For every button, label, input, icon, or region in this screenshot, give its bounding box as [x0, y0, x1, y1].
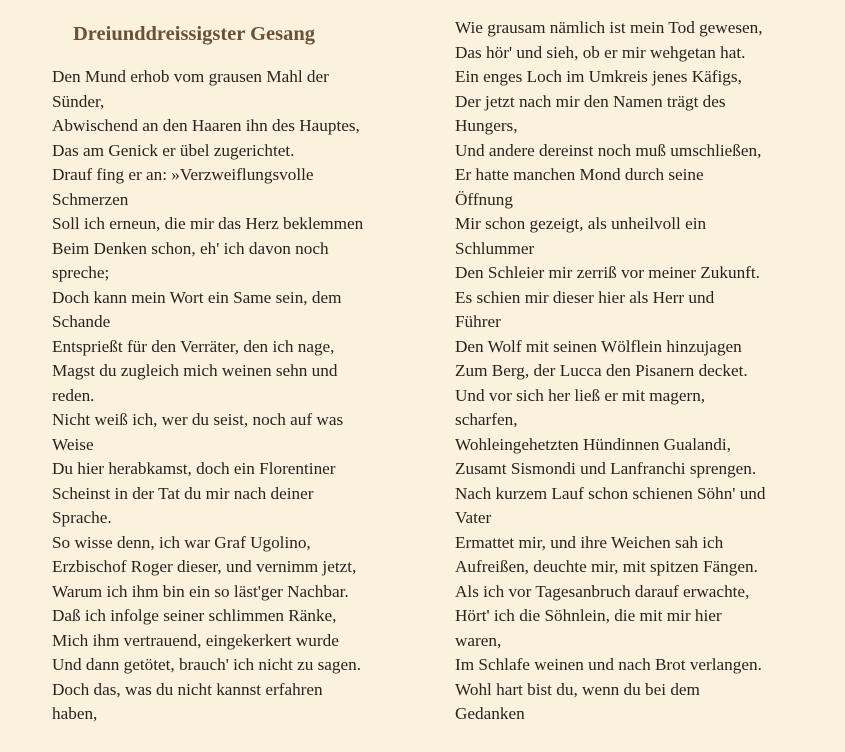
verse-line: Nach kurzem Lauf schon schienen Söhn' und: [455, 483, 766, 503]
verse-line: haben,: [52, 704, 98, 723]
verse-line: Den Schleier mir zerriß vor meiner Zukunft.: [455, 263, 760, 282]
verse-line: Warum ich ihm bin ein so läst'ger Nachbar.: [52, 581, 349, 601]
verse-line: Zum Berg, der Lucca den Pisanern decket.: [455, 361, 748, 380]
verse-line: Und andere dereinst noch muß umschließen,: [455, 140, 762, 160]
verse-line: Ermattet mir, und ihre Weichen sah ich: [455, 532, 724, 552]
verse-line: Und vor sich her ließ er mit magern,: [455, 385, 706, 405]
verse-line: spreche;: [52, 263, 110, 282]
verse-line: Schmerzen: [52, 189, 129, 209]
verse-line: Hört' ich die Söhnlein, die mit mir hier: [455, 606, 722, 625]
verse-line: Daß ich infolge seiner schlimmen Ränke,: [52, 606, 337, 625]
verse-line: Er hatte manchen Mond durch seine: [455, 165, 704, 184]
verse-line: Wie grausam nämlich ist mein Tod gewesen,: [455, 18, 763, 37]
verse-line: Den Wolf mit seinen Wölflein hinzujagen: [455, 336, 742, 356]
verse-line: Hungers,: [455, 116, 518, 135]
verse-line: Führer: [455, 312, 501, 331]
verse-line: Beim Denken schon, eh' ich davon noch: [52, 238, 329, 258]
verse-line: Erzbischof Roger dieser, und vernimm jetzt,: [52, 557, 357, 576]
verse-line: Mich ihm vertrauend, eingekerkert wurde: [52, 630, 339, 650]
verse-line: Soll ich erneun, die mir das Herz beklemmen: [52, 214, 364, 233]
verse-line: Vater: [455, 508, 492, 527]
verse-line: Es schien mir dieser hier als Herr und: [455, 287, 715, 307]
verse-line: So wisse denn, ich war Graf Ugolino,: [52, 532, 311, 552]
verse-line: scharfen,: [455, 410, 518, 429]
verse-line: Öffnung: [455, 189, 513, 209]
verse-line: Entsprießt für den Verräter, den ich nage,: [52, 336, 335, 356]
verse-line: Zusamt Sismondi und Lanfranchi sprengen.: [455, 459, 757, 478]
verse-line: Das hör' und sieh, ob er mir wehgetan hat.: [455, 42, 746, 62]
verse-line: Der jetzt nach mir den Namen trägt des: [455, 91, 726, 111]
verse-line: Drauf fing er an: »Verzweiflungsvolle: [52, 165, 314, 184]
verse-line: Schlummer: [455, 238, 535, 258]
verse-line: Mir schon gezeigt, als unheilvoll ein: [455, 214, 707, 233]
verse-line: Das am Genick er übel zugerichtet.: [52, 140, 295, 160]
verse-line: Aufreißen, deuchte mir, mit spitzen Fängen.: [455, 557, 758, 576]
verse-line: Doch das, was du nicht kannst erfahren: [52, 679, 323, 699]
verse-line: Scheinst in der Tat du mir nach deiner: [52, 483, 314, 503]
right-verse-list: [455, 16, 765, 727]
verse-line: Weise: [52, 434, 94, 454]
verse-line: Doch kann mein Wort ein Same sein, dem: [52, 287, 342, 307]
verse-line: Den Mund erhob vom grausen Mahl der: [52, 67, 329, 86]
verse-line: reden.: [52, 385, 95, 405]
verse-line: Sünder,: [52, 91, 105, 111]
verse-line: Wohleingehetzten Hündinnen Gualandi,: [455, 434, 731, 454]
verse-line: Und dann getötet, brauch' ich nicht zu sagen.: [52, 655, 362, 674]
verse-line: Abwischend an den Haaren ihn des Hauptes,: [52, 116, 360, 135]
left-verse-list: [52, 65, 363, 727]
verse-line: Sprache.: [52, 508, 112, 527]
chapter-title: Dreiunddreissigster Gesang: [73, 23, 316, 45]
verse-line: Schande: [52, 312, 111, 331]
verse-line: Magst du zugleich mich weinen sehn und: [52, 361, 338, 380]
verse-line: Ein enges Loch im Umkreis jenes Käfigs,: [455, 67, 742, 86]
verse-line: Als ich vor Tagesanbruch darauf erwachte,: [455, 581, 750, 601]
verse-line: Nicht weiß ich, wer du seist, noch auf was: [52, 410, 344, 429]
verse-line: Wohl hart bist du, wenn du bei dem: [455, 679, 700, 699]
verse-line: waren,: [455, 630, 502, 650]
verse-line: Du hier herabkamst, doch ein Florentiner: [52, 459, 336, 478]
verse-line: Im Schlafe weinen und nach Brot verlangen.: [455, 655, 762, 674]
verse-line: Gedanken: [455, 704, 525, 723]
